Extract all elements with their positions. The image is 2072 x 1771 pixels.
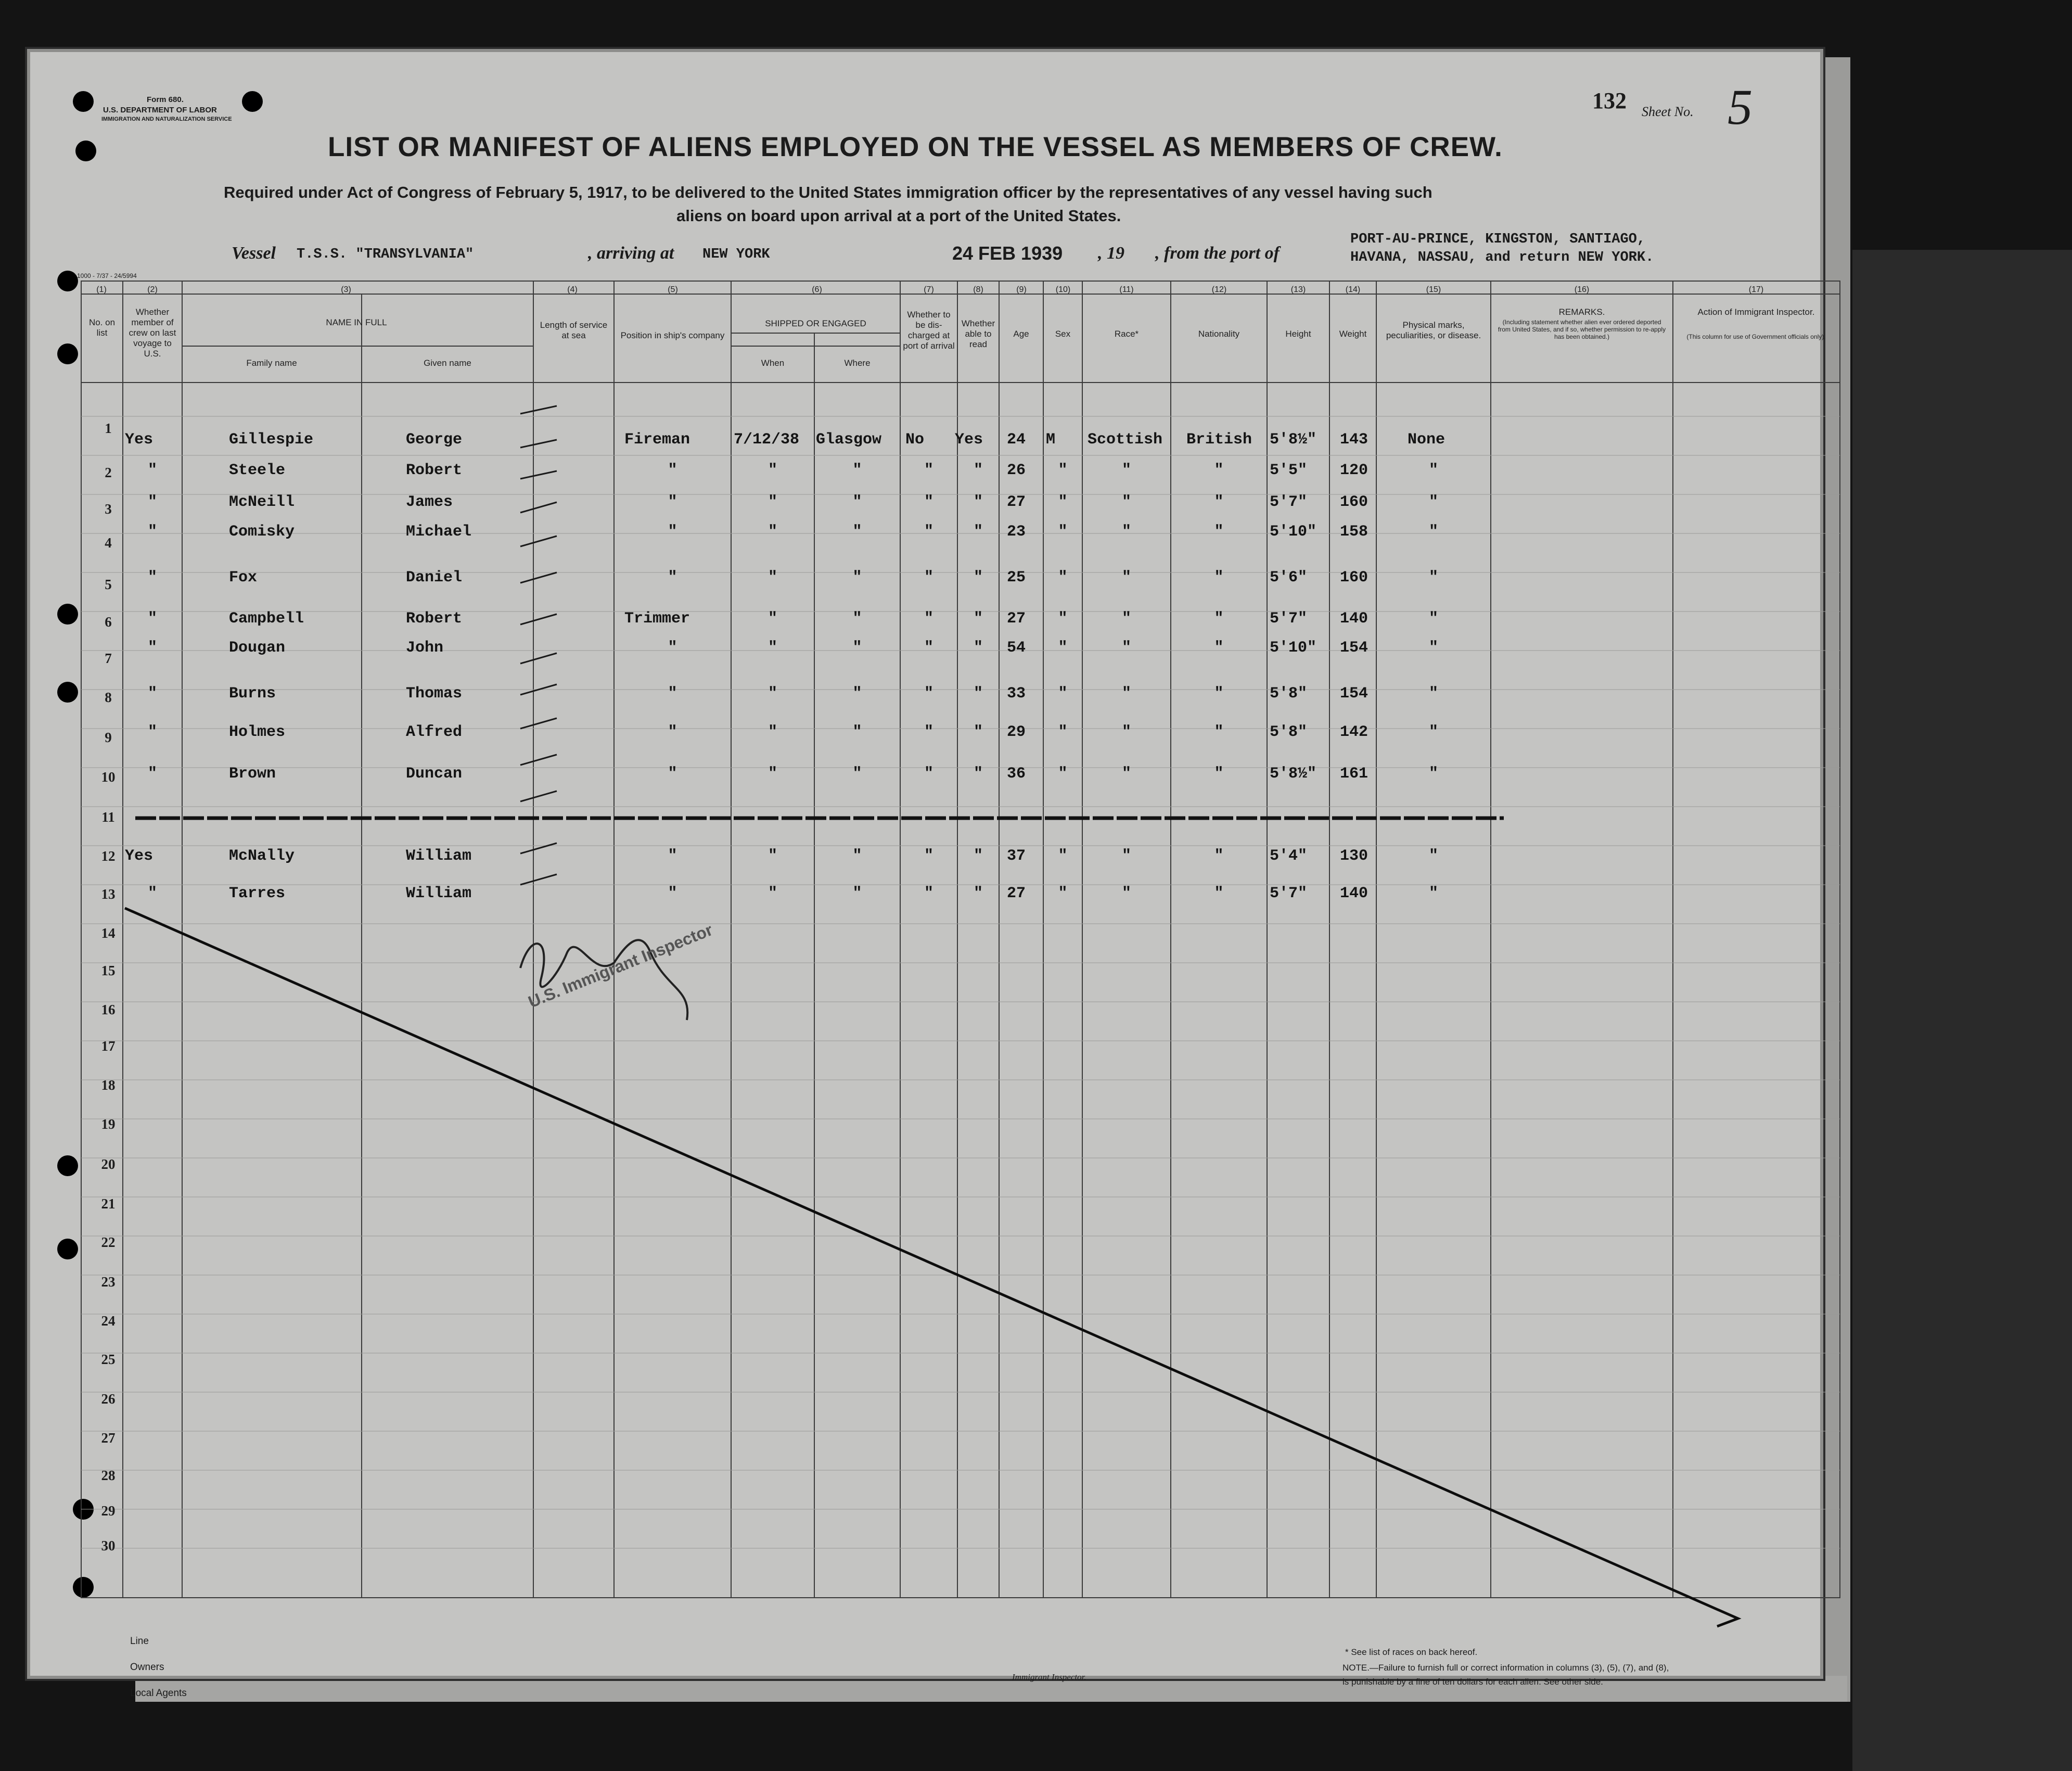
cell-age: 54 — [1007, 639, 1026, 657]
header-when: When — [761, 358, 785, 368]
cell-family-name: Burns — [229, 685, 276, 703]
cell-nationality: " — [1214, 523, 1224, 541]
cell-shipped-when: " — [768, 523, 777, 541]
cell-age: 36 — [1007, 765, 1026, 783]
cell-shipped-when: " — [768, 569, 777, 587]
col-number: (3) — [341, 285, 351, 294]
col-number: (7) — [924, 285, 934, 294]
cell-physical-marks: " — [1428, 847, 1438, 865]
cell-height: 5'10" — [1270, 639, 1317, 657]
cell-height: 5'7" — [1270, 610, 1308, 628]
service-name: IMMIGRATION AND NATURALIZATION SERVICE — [101, 116, 232, 122]
cell-position: " — [668, 462, 677, 479]
footer-owners-label: Owners — [130, 1662, 164, 1673]
col-number: (4) — [567, 285, 578, 294]
cell-discharged: " — [924, 462, 933, 479]
header-action: Action of Immigrant Inspector. — [1697, 307, 1815, 317]
cell-physical-marks: " — [1428, 493, 1438, 511]
cell-able-read: " — [973, 685, 983, 703]
cell-sex: " — [1058, 493, 1068, 511]
subtitle-line-1: Required under Act of Congress of February 5, 1917, to be delivered to the United States immigration officer by the representatives of any vessel having such — [224, 183, 1433, 201]
cell-shipped-where: " — [852, 847, 862, 865]
col-number: (8) — [973, 285, 983, 294]
header-race: Race* — [1114, 329, 1139, 339]
cell-shipped-when: " — [768, 685, 777, 703]
row-number: 25 — [101, 1352, 116, 1367]
department-name: U.S. DEPARTMENT OF LABOR — [103, 106, 217, 114]
col-number: (2) — [147, 285, 158, 294]
row-number: 12 — [101, 848, 116, 864]
cell-nationality: " — [1214, 685, 1224, 703]
col-number: (5) — [668, 285, 678, 294]
cell-physical-marks: " — [1428, 462, 1438, 479]
header-position: Position in ship's company — [620, 330, 725, 340]
row-number: 6 — [105, 614, 112, 630]
cancel-line — [125, 908, 1738, 1626]
cell-height: 5'8" — [1270, 685, 1308, 703]
cell-race: " — [1121, 493, 1131, 511]
cell-last-voyage: " — [147, 723, 157, 741]
cell-family-name: Gillespie — [229, 431, 314, 449]
row-number: 22 — [101, 1234, 116, 1250]
header-physical-marks: Physical marks, peculiarities, or disease. — [1386, 320, 1481, 340]
cell-height: 5'8½" — [1270, 431, 1317, 449]
row-number: 18 — [101, 1077, 116, 1093]
row-number: 21 — [101, 1196, 116, 1212]
cell-shipped-where: " — [852, 462, 862, 479]
cell-sex: M — [1046, 431, 1056, 449]
row-number: 1 — [105, 421, 112, 436]
cell-age: 23 — [1007, 523, 1026, 541]
row-number: 23 — [101, 1274, 116, 1290]
cell-sex: " — [1058, 885, 1068, 902]
header-name-in-full: NAME IN FULL — [326, 317, 387, 327]
row-number: 30 — [101, 1538, 116, 1553]
cell-age: 33 — [1007, 685, 1026, 703]
row-number: 27 — [101, 1430, 116, 1446]
cell-sex: " — [1058, 569, 1068, 587]
date-stamp: 24 FEB 1939 — [952, 243, 1063, 264]
cell-able-read: " — [973, 523, 983, 541]
col-number: (1) — [96, 285, 107, 294]
cell-family-name: McNeill — [229, 493, 295, 511]
cell-discharged: " — [924, 885, 933, 902]
header-height: Height — [1285, 329, 1311, 339]
cell-family-name: Fox — [229, 569, 258, 587]
cell-race: " — [1121, 462, 1131, 479]
row-number: 17 — [101, 1038, 116, 1054]
cell-weight: 140 — [1340, 885, 1368, 902]
from-port-label: , from the port of — [1155, 244, 1280, 263]
header-able-read: Whether able to read — [961, 318, 995, 349]
cell-position: " — [668, 523, 677, 541]
cell-able-read: " — [973, 847, 983, 865]
col-number: (14) — [1345, 285, 1361, 294]
cell-height: 5'5" — [1270, 462, 1308, 479]
cell-shipped-when: " — [768, 885, 777, 902]
row-number: 4 — [105, 535, 112, 551]
header-given-name: Given name — [424, 358, 471, 368]
col-number: (17) — [1748, 285, 1764, 294]
cell-shipped-where: " — [852, 523, 862, 541]
inspector-stamp: U.S. Immigrant Inspector — [526, 920, 715, 1012]
cell-physical-marks: " — [1428, 885, 1438, 902]
row-number: 29 — [101, 1503, 116, 1519]
cell-weight: 154 — [1340, 639, 1368, 657]
cell-weight: 158 — [1340, 523, 1368, 541]
cell-nationality: " — [1214, 885, 1224, 902]
cell-family-name: Brown — [229, 765, 276, 783]
cell-shipped-where: " — [852, 885, 862, 902]
cell-position: " — [668, 847, 677, 865]
cell-age: 24 — [1007, 431, 1026, 449]
cell-given-name: William — [406, 847, 472, 865]
row-number: 24 — [101, 1313, 116, 1329]
cell-height: 5'4" — [1270, 847, 1308, 865]
header-length-service: Length of service at sea — [540, 320, 608, 340]
cell-physical-marks: " — [1428, 765, 1438, 783]
header-remarks: REMARKS. — [1558, 307, 1605, 317]
cell-given-name: Michael — [406, 523, 472, 541]
cell-physical-marks: " — [1428, 685, 1438, 703]
header-shipped-engaged: SHIPPED OR ENGAGED — [765, 318, 866, 328]
cell-given-name: Robert — [406, 462, 463, 479]
header-where: Where — [844, 358, 871, 368]
row-number: 16 — [101, 1002, 116, 1017]
header-action-note: (This column for use of Government officials only). — [1686, 333, 1826, 340]
page-number: 132 — [1592, 88, 1627, 113]
cell-position: " — [668, 493, 677, 511]
cell-family-name: Dougan — [229, 639, 286, 657]
cell-able-read: " — [973, 610, 983, 628]
cell-given-name: Thomas — [406, 685, 463, 703]
cell-sex: " — [1058, 610, 1068, 628]
cell-last-voyage: Yes — [125, 847, 154, 865]
header-no-on-list: No. on list — [88, 317, 116, 338]
cell-shipped-where: " — [852, 685, 862, 703]
header-weight: Weight — [1339, 329, 1367, 339]
header-last-voyage: Whether member of crew on last voyage to U.S. — [129, 307, 176, 359]
cell-race: " — [1121, 639, 1131, 657]
subtitle-line-2: aliens on board upon arrival at a port of the United States. — [676, 207, 1121, 225]
cell-nationality: " — [1214, 639, 1224, 657]
cell-sex: " — [1058, 462, 1068, 479]
cell-nationality: " — [1214, 462, 1224, 479]
cell-physical-marks: " — [1428, 569, 1438, 587]
cell-shipped-when: " — [768, 462, 777, 479]
cell-physical-marks: None — [1408, 431, 1446, 449]
cell-last-voyage: " — [147, 569, 157, 587]
row-number: 26 — [101, 1391, 116, 1407]
cell-age: 37 — [1007, 847, 1026, 865]
cell-able-read: " — [973, 493, 983, 511]
header-nationality: Nationality — [1198, 329, 1240, 339]
cell-last-voyage: " — [147, 765, 157, 783]
header-discharged: Whether to be dis-charged at port of arrival — [903, 310, 955, 351]
cell-discharged: " — [924, 493, 933, 511]
cell-age: 26 — [1007, 462, 1026, 479]
cell-able-read: " — [973, 639, 983, 657]
footer-note-line-1: NOTE.—Failure to furnish full or correct information in columns (3), (5), (7), and (8), — [1342, 1663, 1669, 1673]
cell-last-voyage: " — [147, 493, 157, 511]
row-number: 2 — [105, 465, 112, 480]
footer-inspector-label: Immigrant Inspector. — [1012, 1672, 1086, 1682]
row-number: 10 — [101, 769, 116, 785]
header-age: Age — [1013, 329, 1029, 339]
cell-weight: 142 — [1340, 723, 1368, 741]
cell-height: 5'6" — [1270, 569, 1308, 587]
cell-able-read: " — [973, 569, 983, 587]
cell-physical-marks: " — [1428, 610, 1438, 628]
print-code: 1000 - 7/37 - 24/5994 — [77, 272, 137, 279]
cell-height: 5'7" — [1270, 885, 1308, 902]
cell-age: 27 — [1007, 610, 1026, 628]
cell-given-name: Alfred — [406, 723, 463, 741]
cell-given-name: Daniel — [406, 569, 463, 587]
vessel-name: T.S.S. "TRANSYLVANIA" — [297, 247, 474, 262]
cell-discharged: " — [924, 765, 933, 783]
cell-weight: 140 — [1340, 610, 1368, 628]
cell-last-voyage: " — [147, 523, 157, 541]
cell-nationality: " — [1214, 723, 1224, 741]
ports-line-1: PORT-AU-PRINCE, KINGSTON, SANTIAGO, — [1350, 232, 1646, 247]
sheet-label: Sheet No. — [1642, 104, 1694, 119]
row-number: 20 — [101, 1156, 116, 1172]
cell-sex: " — [1058, 639, 1068, 657]
cell-race: " — [1121, 523, 1131, 541]
cell-physical-marks: " — [1428, 523, 1438, 541]
cell-race: Scottish — [1088, 431, 1163, 449]
cell-last-voyage: " — [147, 639, 157, 657]
arriving-label: , arriving at — [588, 244, 674, 263]
sheet-number: 5 — [1728, 79, 1753, 135]
row-number: 14 — [101, 925, 116, 941]
cell-discharged: " — [924, 610, 933, 628]
cell-discharged: " — [924, 685, 933, 703]
cell-shipped-when: " — [768, 723, 777, 741]
cell-given-name: James — [406, 493, 453, 511]
cell-able-read: Yes — [955, 431, 983, 449]
cell-position: " — [668, 723, 677, 741]
row-number: 28 — [101, 1468, 116, 1483]
cell-race: " — [1121, 685, 1131, 703]
ports-line-2: HAVANA, NASSAU, and return NEW YORK. — [1350, 250, 1654, 265]
cell-nationality: British — [1186, 431, 1252, 449]
col-number: (11) — [1119, 285, 1134, 294]
row-number: 19 — [101, 1116, 116, 1132]
cell-family-name: Holmes — [229, 723, 286, 741]
cell-shipped-where: " — [852, 569, 862, 587]
cell-physical-marks: " — [1428, 639, 1438, 657]
cell-last-voyage: " — [147, 685, 157, 703]
row-number: 8 — [105, 690, 112, 705]
cell-given-name: George — [406, 431, 463, 449]
row-number: 7 — [105, 651, 112, 666]
cell-sex: " — [1058, 723, 1068, 741]
col-number: (16) — [1574, 285, 1590, 294]
cell-position: " — [668, 765, 677, 783]
cell-family-name: Tarres — [229, 885, 286, 902]
cell-shipped-where: " — [852, 723, 862, 741]
col-number: (15) — [1426, 285, 1441, 294]
row-number: 3 — [105, 501, 112, 517]
cell-weight: 143 — [1340, 431, 1368, 449]
cell-age: 29 — [1007, 723, 1026, 741]
cell-age: 25 — [1007, 569, 1026, 587]
cell-last-voyage: Yes — [125, 431, 154, 449]
cell-weight: 130 — [1340, 847, 1368, 865]
cell-discharged: " — [924, 523, 933, 541]
cell-weight: 161 — [1340, 765, 1368, 783]
cell-weight: 120 — [1340, 462, 1368, 479]
col-number: (6) — [812, 285, 822, 294]
cell-discharged: " — [924, 639, 933, 657]
cell-shipped-when: " — [768, 765, 777, 783]
cell-nationality: " — [1214, 847, 1224, 865]
cell-position: " — [668, 569, 677, 587]
row-number: 9 — [105, 730, 112, 745]
cell-shipped-when: " — [768, 639, 777, 657]
cell-race: " — [1121, 885, 1131, 902]
header-family-name: Family name — [246, 358, 297, 368]
vessel-label: Vessel — [232, 244, 276, 263]
col-number: (13) — [1290, 285, 1306, 294]
cell-nationality: " — [1214, 493, 1224, 511]
cell-shipped-where: Glasgow — [816, 431, 882, 449]
cell-weight: 154 — [1340, 685, 1368, 703]
cell-nationality: " — [1214, 610, 1224, 628]
cell-race: " — [1121, 847, 1131, 865]
cell-shipped-where: " — [852, 639, 862, 657]
cell-able-read: " — [973, 765, 983, 783]
col-number: (10) — [1055, 285, 1071, 294]
footer-line-label: Line — [130, 1636, 149, 1647]
arriving-port: NEW YORK — [702, 247, 770, 262]
col-number: (9) — [1016, 285, 1027, 294]
row-number: 5 — [105, 577, 112, 592]
cell-given-name: Duncan — [406, 765, 463, 783]
cell-age: 27 — [1007, 493, 1026, 511]
cell-discharged: No — [905, 431, 925, 449]
footer-races-note: * See list of races on back hereof. — [1345, 1647, 1478, 1657]
cell-given-name: John — [406, 639, 444, 657]
cell-race: " — [1121, 765, 1131, 783]
form-number: Form 680. — [147, 95, 184, 104]
cell-height: 5'8½" — [1270, 765, 1317, 783]
cell-shipped-when: " — [768, 847, 777, 865]
cell-sex: " — [1058, 523, 1068, 541]
cell-family-name: Comisky — [229, 523, 295, 541]
tick-marks — [520, 406, 557, 885]
cell-position: Fireman — [624, 431, 690, 449]
row-number: 11 — [101, 809, 115, 825]
cell-last-voyage: " — [147, 610, 157, 628]
cell-shipped-when: " — [768, 610, 777, 628]
col-number: (12) — [1211, 285, 1227, 294]
cell-nationality: " — [1214, 765, 1224, 783]
cell-discharged: " — [924, 723, 933, 741]
year-label: , 19 — [1098, 244, 1124, 263]
cell-able-read: " — [973, 885, 983, 902]
cell-able-read: " — [973, 723, 983, 741]
cell-height: 5'10" — [1270, 523, 1317, 541]
cell-able-read: " — [973, 462, 983, 479]
cell-shipped-when: " — [768, 493, 777, 511]
cell-discharged: " — [924, 569, 933, 587]
cell-sex: " — [1058, 847, 1068, 865]
cell-position: " — [668, 639, 677, 657]
cell-age: 27 — [1007, 885, 1026, 902]
cell-discharged: " — [924, 847, 933, 865]
cell-height: 5'8" — [1270, 723, 1308, 741]
cell-race: " — [1121, 723, 1131, 741]
cell-height: 5'7" — [1270, 493, 1308, 511]
cell-nationality: " — [1214, 569, 1224, 587]
cell-shipped-when: 7/12/38 — [734, 431, 800, 449]
cell-race: " — [1121, 610, 1131, 628]
cell-sex: " — [1058, 685, 1068, 703]
cell-position: " — [668, 885, 677, 902]
document-title: LIST OR MANIFEST OF ALIENS EMPLOYED ON THE VESSEL AS MEMBERS OF CREW. — [328, 132, 1503, 162]
cell-shipped-where: " — [852, 765, 862, 783]
header-remarks-note: (Including statement whether alien ever ordered deported from United States, and if so, whether permission to re-apply has been obtained.) — [1498, 318, 1666, 340]
cell-family-name: Campbell — [229, 610, 304, 628]
cell-race: " — [1121, 569, 1131, 587]
cell-weight: 160 — [1340, 569, 1368, 587]
footer-note-line-2: is punishable by a fine of ten dollars for each alien. See other side. — [1342, 1677, 1603, 1687]
cell-shipped-where: " — [852, 610, 862, 628]
cell-family-name: Steele — [229, 462, 286, 479]
cell-physical-marks: " — [1428, 723, 1438, 741]
cell-position: Trimmer — [624, 610, 690, 628]
cell-shipped-where: " — [852, 493, 862, 511]
cell-weight: 160 — [1340, 493, 1368, 511]
cell-last-voyage: " — [147, 885, 157, 902]
cell-family-name: McNally — [229, 847, 295, 865]
cell-last-voyage: " — [147, 462, 157, 479]
cell-sex: " — [1058, 765, 1068, 783]
cell-given-name: Robert — [406, 610, 463, 628]
cell-given-name: William — [406, 885, 472, 902]
row-number: 15 — [101, 963, 116, 978]
row-number: 13 — [101, 886, 116, 902]
footer-agents-label: Local Agents — [130, 1688, 187, 1699]
cell-position: " — [668, 685, 677, 703]
header-sex: Sex — [1055, 329, 1071, 339]
